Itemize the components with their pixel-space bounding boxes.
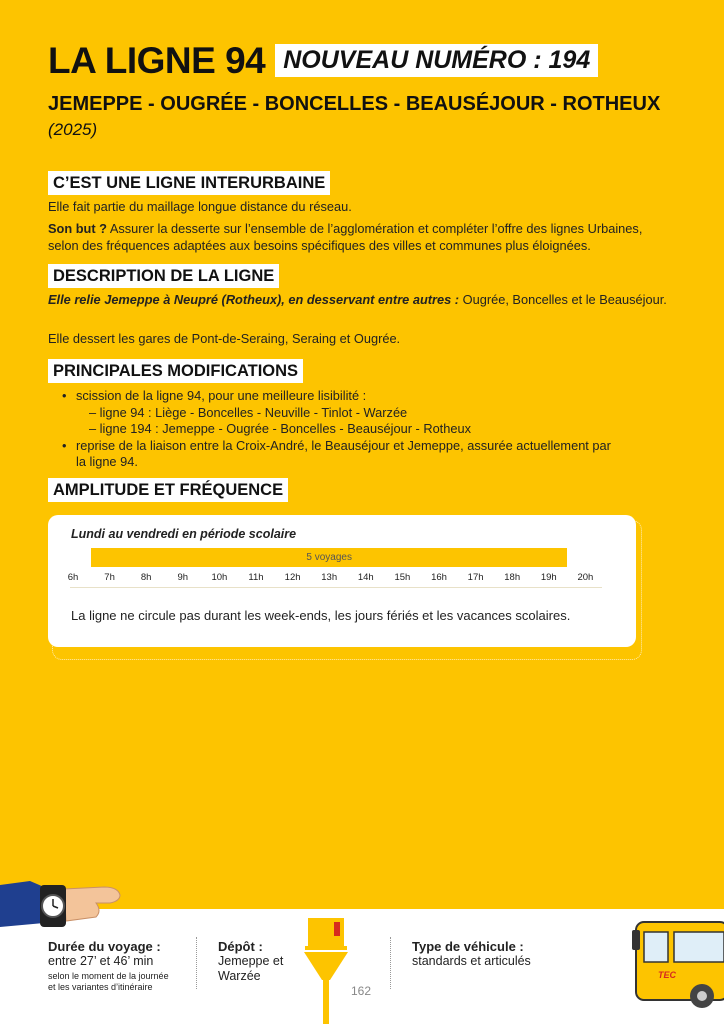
description-stations: Elle dessert les gares de Pont-de-Seraing, Seraing et Ougrée. (48, 331, 401, 346)
vehicle-block (412, 939, 531, 969)
hour-label: 18h (504, 572, 521, 583)
duration-value: entre 27’ et 46’ min (48, 954, 154, 968)
hours-axis (48, 572, 636, 586)
bullet-icon: • (62, 388, 67, 403)
section1-text: Elle fait partie du maillage longue distance du réseau. (48, 199, 352, 214)
hour-label: 14h (357, 572, 374, 583)
description-lead (48, 292, 672, 309)
bullet-icon: • (62, 437, 67, 453)
depot-block (218, 939, 283, 984)
hour-label: 15h (394, 572, 411, 583)
divider (390, 937, 391, 989)
vehicle-value: standards et articulés (412, 954, 531, 968)
schedule-period: Lundi au vendredi en période scolaire (71, 527, 297, 541)
description-emphasis: Elle relie Jemeppe à Neupré (Rotheux), en desservant entre autres : (48, 292, 460, 307)
bus-logo-text: TEC (658, 970, 676, 980)
hour-label: 8h (140, 572, 152, 583)
schedule-card (48, 515, 636, 647)
section-heading-description: DESCRIPTION DE LA LIGNE (48, 264, 279, 288)
hour-label: 19h (540, 572, 557, 583)
modifications-list (62, 388, 662, 471)
goal-label: Son but ? (48, 221, 107, 236)
hour-label: 20h (577, 572, 594, 583)
duration-note: selon le moment de la journée et les variantes d’itinéraire (48, 971, 169, 992)
service-bar (91, 548, 567, 567)
trip-count: 5 voyages (306, 552, 352, 563)
page-number: 162 (351, 984, 372, 998)
new-number-badge: NOUVEAU NUMÉRO : 194 (275, 44, 598, 76)
hour-label: 6h (67, 572, 79, 583)
bus-icon (628, 918, 724, 1010)
list-item: • reprise de la liaison entre la Croix-André, le Beauséjour et Jemeppe, assurée actuellement par (62, 437, 611, 453)
divider (196, 937, 197, 989)
goal-text: Assurer la desserte sur l’ensemble de l’agglomération et compléter l’offre des lignes Urbaines, selon des fréquences adaptées aux besoins spécifiques des villes et communes plus éloignées. (48, 221, 643, 253)
depot-value: Warzée (218, 969, 261, 983)
route-subtitle (48, 92, 668, 142)
section-heading-amplitude: AMPLITUDE ET FRÉQUENCE (48, 478, 288, 502)
page-title: LA LIGNE 94 (48, 40, 266, 81)
hour-label: 12h (284, 572, 301, 583)
depot-label: Dépôt : (218, 939, 263, 954)
hour-label: 10h (211, 572, 228, 583)
depot-value: Jemeppe et (218, 954, 284, 968)
section-heading-modifications: PRINCIPALES MODIFICATIONS (48, 359, 303, 383)
hour-label: 16h (431, 572, 447, 583)
hour-label: 17h (467, 572, 484, 583)
list-item: • scission de la ligne 94, pour une meilleure lisibilité : (62, 388, 367, 403)
vehicle-label: Type de véhicule : (412, 939, 524, 954)
sub-item-line-94: – ligne 94 : Liège - Boncelles - Neuville - Tinlot - Warzée (89, 404, 408, 420)
hour-label: 13h (321, 572, 338, 583)
axis-line (70, 587, 602, 588)
watch-icon (0, 875, 124, 935)
paintbrush-icon (296, 918, 356, 1024)
section1-goal (48, 221, 672, 254)
duration-label: Durée du voyage : (48, 939, 161, 954)
description-rest: Ougrée, Boncelles et le Beauséjour. (459, 292, 667, 307)
schedule-note: La ligne ne circule pas durant les week-ends, les jours fériés et les vacances scolaires. (71, 608, 571, 623)
hour-label: 7h (104, 572, 115, 583)
route-text: JEMEPPE - OUGRÉE - BONCELLES - BEAUSÉJOUR - ROTHEUX (48, 93, 661, 115)
title-row (48, 42, 598, 79)
list-item-continuation: la ligne 94. (76, 454, 138, 469)
hour-label: 11h (248, 572, 264, 583)
section-heading-interurbaine: C’EST UNE LIGNE INTERURBAINE (48, 171, 330, 195)
route-year: (2025) (48, 120, 98, 139)
sub-item-line-194: – ligne 194 : Jemeppe - Ougrée - Boncelles - Beauséjour - Rotheux (89, 421, 471, 436)
duration-block (48, 939, 169, 993)
hour-label: 9h (177, 572, 189, 583)
